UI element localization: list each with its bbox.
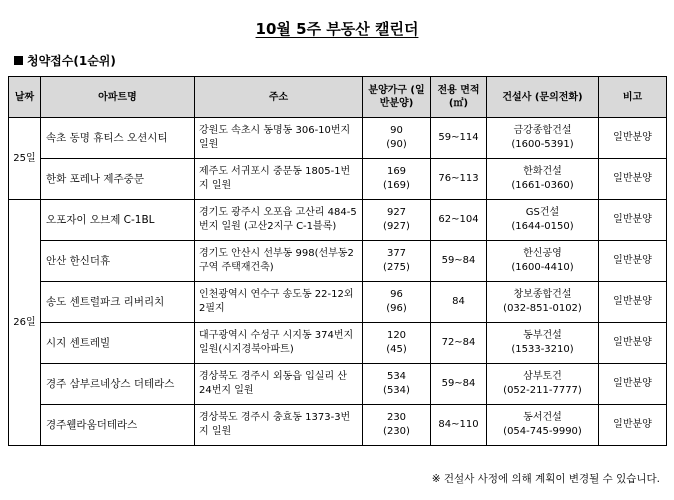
units-cell <box>363 364 431 405</box>
apt-name-cell-apt: 경주 삼부르네상스 더테라스 <box>46 378 175 390</box>
apt-name-cell-apt: 속초 동명 휴티스 오션시티 <box>46 132 168 144</box>
note-cell <box>599 405 667 446</box>
builder-cell <box>487 200 599 241</box>
note-cell-note: 일반분양 <box>613 378 652 389</box>
builder-cell-phone: (1600-4410) <box>511 262 574 273</box>
note-cell <box>599 159 667 200</box>
apt-name-cell-apt: 송도 센트럴파크 리버리치 <box>46 296 165 308</box>
note-cell <box>599 364 667 405</box>
area-cell <box>431 405 487 446</box>
units-cell-units: 230 <box>386 412 407 423</box>
apt-name-cell-apt: 오포자이 오브제 C-1BL <box>46 214 155 226</box>
area-cell-area: 72~84 <box>441 337 476 348</box>
units-cell-general: (534) <box>383 385 410 396</box>
header-units: 분양가구 (일반분양) <box>363 77 431 118</box>
units-cell-general: (90) <box>386 139 407 150</box>
units-cell-general: (230) <box>383 426 410 437</box>
note-cell <box>599 241 667 282</box>
units-cell-general: (275) <box>383 262 410 273</box>
builder-cell-phone: (054-745-9990) <box>503 426 582 437</box>
builder-cell <box>487 241 599 282</box>
header-addr: 주소 <box>195 77 363 118</box>
note-cell-note: 일반분양 <box>613 214 652 225</box>
builder-cell-phone: (1533-3210) <box>511 344 574 355</box>
builder-cell-phone: (052-211-7777) <box>503 385 582 396</box>
address-cell <box>195 405 363 446</box>
units-cell <box>363 200 431 241</box>
note-cell-note: 일반분양 <box>613 337 652 348</box>
area-cell <box>431 159 487 200</box>
builder-cell <box>487 405 599 446</box>
area-cell-area: 84 <box>452 296 465 307</box>
note-cell-note: 일반분양 <box>613 255 652 266</box>
note-cell-note: 일반분양 <box>613 296 652 307</box>
apt-name-cell-apt: 경주웰라움더테라스 <box>46 419 138 431</box>
builder-cell-phone: (1600-5391) <box>511 139 574 150</box>
apt-name-cell-apt: 안산 한신더휴 <box>46 255 111 267</box>
address-cell-addr: 인천광역시 연수구 송도동 22-12외 2필지 <box>199 289 354 314</box>
date-cell: 25일 <box>9 118 41 200</box>
builder-cell <box>487 323 599 364</box>
area-cell <box>431 200 487 241</box>
area-cell-area: 76~113 <box>438 173 479 184</box>
note-cell <box>599 118 667 159</box>
calendar-table <box>8 76 667 446</box>
address-cell-addr: 경상북도 경주시 외동읍 입실리 산24번지 일원 <box>199 371 347 396</box>
table-row <box>9 282 667 323</box>
section-heading: 청약접수(1순위) <box>14 52 116 69</box>
header-apt: 아파트명 <box>41 77 195 118</box>
page-title: 10월 5주 부동산 캘린더 <box>255 20 419 38</box>
units-cell-units: 90 <box>390 125 403 136</box>
header-area: 전용 면적 (㎡) <box>431 77 487 118</box>
units-cell-general: (927) <box>383 221 410 232</box>
footnote: ※ 건설사 사정에 의해 계획이 변경될 수 있습니다. <box>431 473 660 485</box>
units-cell <box>363 405 431 446</box>
builder-cell-builder: 창보종합건설 <box>513 289 572 300</box>
area-cell-area: 84~110 <box>438 419 479 430</box>
apt-name-cell-apt: 시지 센트레빌 <box>46 337 111 349</box>
units-cell-units: 377 <box>386 248 407 259</box>
area-cell <box>431 364 487 405</box>
table-row <box>9 200 667 241</box>
units-cell-units: 169 <box>386 166 407 177</box>
address-cell <box>195 364 363 405</box>
note-cell <box>599 282 667 323</box>
area-cell <box>431 241 487 282</box>
note-cell-note: 일반분양 <box>613 132 652 143</box>
units-cell <box>363 323 431 364</box>
address-cell <box>195 159 363 200</box>
area-cell <box>431 323 487 364</box>
apt-name-cell-apt: 한화 포레나 제주중문 <box>46 173 144 185</box>
table-header-row <box>9 77 667 118</box>
units-cell-general: (96) <box>386 303 407 314</box>
units-cell-units: 96 <box>390 289 403 300</box>
address-cell-addr: 경기도 광주시 오포읍 고산리 484-5번지 일원 (고산2지구 C-1블록) <box>199 207 357 232</box>
table-row <box>9 405 667 446</box>
table-row <box>9 241 667 282</box>
area-cell-area: 59~84 <box>441 255 476 266</box>
table-row <box>9 323 667 364</box>
apt-name-cell <box>41 118 195 159</box>
area-cell-area: 62~104 <box>438 214 479 225</box>
builder-cell-builder: 삼부토건 <box>523 371 562 382</box>
header-date: 날짜 <box>9 77 41 118</box>
note-cell <box>599 323 667 364</box>
builder-cell <box>487 159 599 200</box>
note-cell-note: 일반분양 <box>613 173 652 184</box>
units-cell <box>363 159 431 200</box>
apt-name-cell <box>41 200 195 241</box>
units-cell <box>363 118 431 159</box>
apt-name-cell <box>41 241 195 282</box>
address-cell <box>195 118 363 159</box>
area-cell-area: 59~114 <box>438 132 479 143</box>
units-cell <box>363 282 431 323</box>
table-row <box>9 364 667 405</box>
builder-cell-builder: 금강종합건설 <box>513 125 572 136</box>
address-cell <box>195 200 363 241</box>
units-cell-units: 927 <box>386 207 407 218</box>
table-body <box>9 118 667 446</box>
address-cell-addr: 강원도 속초시 동명동 306-10번지 일원 <box>199 125 351 150</box>
apt-name-cell <box>41 364 195 405</box>
note-cell-note: 일반분양 <box>613 419 652 430</box>
units-cell-units: 534 <box>386 371 407 382</box>
note-cell <box>599 200 667 241</box>
address-cell-addr: 제주도 서귀포시 중문동 1805-1번지 일원 <box>199 166 351 191</box>
header-builder: 건설사 (문의전화) <box>487 77 599 118</box>
builder-cell-phone: (1644-0150) <box>511 221 574 232</box>
table-row <box>9 159 667 200</box>
address-cell <box>195 241 363 282</box>
builder-cell <box>487 282 599 323</box>
address-cell-addr: 경상북도 경주시 충효동 1373-3번지 일원 <box>199 412 351 437</box>
builder-cell <box>487 364 599 405</box>
header-note: 비고 <box>599 77 667 118</box>
builder-cell-phone: (1661-0360) <box>511 180 574 191</box>
builder-cell-builder: 한화건설 <box>523 166 562 177</box>
builder-cell-builder: 한신공영 <box>523 248 562 259</box>
apt-name-cell <box>41 159 195 200</box>
units-cell-units: 120 <box>386 330 407 341</box>
builder-cell-phone: (032-851-0102) <box>503 303 582 314</box>
square-bullet-icon <box>14 56 23 65</box>
builder-cell-builder: 동부건설 <box>523 330 562 341</box>
area-cell-area: 59~84 <box>441 378 476 389</box>
apt-name-cell <box>41 323 195 364</box>
table-row <box>9 118 667 159</box>
units-cell <box>363 241 431 282</box>
builder-cell <box>487 118 599 159</box>
address-cell <box>195 323 363 364</box>
area-cell <box>431 282 487 323</box>
address-cell-addr: 경기도 안산시 선부동 998(선부동2구역 주택재건축) <box>199 248 354 273</box>
units-cell-general: (169) <box>383 180 410 191</box>
builder-cell-builder: 동서건설 <box>523 412 562 423</box>
address-cell <box>195 282 363 323</box>
apt-name-cell <box>41 282 195 323</box>
builder-cell-builder: GS건설 <box>525 207 560 218</box>
units-cell-general: (45) <box>386 344 407 355</box>
address-cell-addr: 대구광역시 수성구 시지동 374번지 일원(시지경북아파트) <box>199 330 354 355</box>
apt-name-cell <box>41 405 195 446</box>
area-cell <box>431 118 487 159</box>
date-cell: 26일 <box>9 200 41 446</box>
